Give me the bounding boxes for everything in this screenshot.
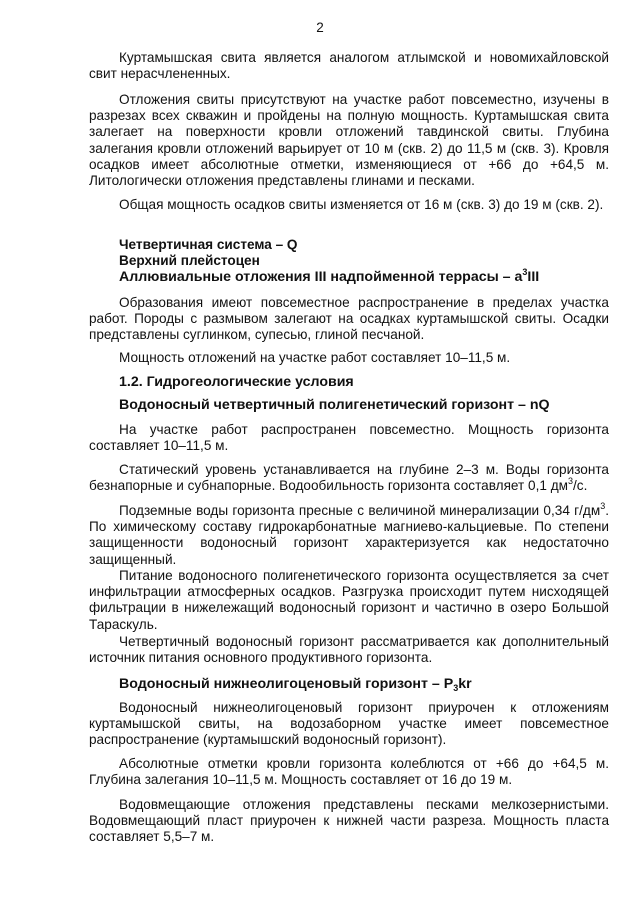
heading-alluvial-deposits xyxy=(89,269,609,285)
heading-alluvial-text: Аллювиальные отложения III надпойменной террасы – a xyxy=(119,269,523,285)
static-level-unit: /с. xyxy=(573,478,588,494)
heading-oligocene-sub: 3 xyxy=(453,683,459,693)
heading-oligocene-text: Водоносный нижнеолигоценовый горизонт – P xyxy=(119,676,454,692)
heading-upper-pleistocene: Верхний плейстоцен xyxy=(119,253,260,268)
paragraph-static-level xyxy=(89,462,609,494)
paragraph-water-bearing-deposits: Водовмещающие отложения представлены песками мелкозернистыми. Водовмещающий пласт приурочен к нижней части разреза. Мощность пласта составляет 5,5–7 м. xyxy=(89,797,609,845)
paragraph-aquifer-extent: На участке работ распространен повсеместно. Мощность горизонта составляет 10–11,5 м. xyxy=(89,422,609,454)
paragraph-aquifer-recharge: Питание водоносного полигенетического горизонта осуществляется за счет инфильтрации атмосферных осадков. Разгрузка происходит путем нисходящей фильтрации в нижележащий водоносный горизонт и частично в озеро Большой Тараскуль. xyxy=(89,568,609,632)
paragraph-groundwater-mineralization xyxy=(89,503,609,568)
heading-oligocene-index: kr xyxy=(458,676,472,692)
mineralization-sup: 3 xyxy=(600,501,606,511)
heading-oligocene-aquifer xyxy=(89,676,609,692)
heading-hydrogeological-conditions: 1.2. Гидрогеологические условия xyxy=(119,374,354,390)
heading-alluvial-sup: 3 xyxy=(522,267,528,277)
paragraph-oligocene-aquifer: Водоносный нижнеолигоценовый горизонт приурочен к отложениям куртамышской свиты, на водозаборном участке имеет повсеместное распространение (куртамышский водоносный горизонт). xyxy=(89,700,609,748)
paragraph-deposit-thickness: Мощность отложений на участке работ составляет 10–11,5 м. xyxy=(119,350,511,365)
page-number: 2 xyxy=(316,20,324,35)
heading-alluvial-index: III xyxy=(527,269,540,285)
paragraph-formations: Образования имеют повсеместное распространение в пределах участка работ. Породы с размывом залегают на осадках куртамышской свиты. Осадки представлены суглинком, супесью, глиной песчаной. xyxy=(89,295,609,343)
paragraph-kurtamysh-deposits: Отложения свиты присутствуют на участке работ повсеместно, изучены в разрезах всех скважин и пройдены на полную мощность. Куртамышская свита залегает на поверхности кровли отложений тавдинской свиты. Глубина залегания кровли отложений варьирует от 10 м (скв. 2) до 11,5 м (скв. 3). Кровля осадков имеет абсолютные отметки, изменяющиеся от +66 до +64,5 м. Литологически отложения представлены глинами и песками. xyxy=(89,92,609,189)
heading-quaternary-system: Четвертичная система – Q xyxy=(119,237,298,252)
mineralization-text-a: Подземные воды горизонта пресные с величиной минерализации 0,34 г/дм xyxy=(119,503,601,518)
paragraph-total-thickness: Общая мощность осадков свиты изменяется от 16 м (скв. 3) до 19 м (скв. 2). xyxy=(119,197,604,212)
heading-quaternary-aquifer: Водоносный четвертичный полигенетический горизонт – nQ xyxy=(119,397,550,413)
static-level-sup: 3 xyxy=(568,476,574,487)
static-level-text: Статический уровень устанавливается на глубине 2–3 м. Воды горизонта безнапорные и субнапорные. Водообильность горизонта составляет 0,1 дм xyxy=(89,462,609,494)
paragraph-kurtamysh-analog: Куртамышская свита является аналогом атлымской и новомихайловской свит нерасчлененных. xyxy=(89,50,609,82)
mineralization-text-b: . По химическому составу гидрокарбонатные магниево-кальциевые. По степени защищенности водоносный горизонт характеризуется как недостаточно защищенный. xyxy=(89,503,609,567)
paragraph-absolute-elevations: Абсолютные отметки кровли горизонта колеблются от +66 до +64,5 м. Глубина залегания 10–11,5 м. Мощность составляет от 16 до 19 м. xyxy=(89,756,609,788)
paragraph-additional-source: Четвертичный водоносный горизонт рассматривается как дополнительный источник питания основного продуктивного горизонта. xyxy=(89,634,609,666)
